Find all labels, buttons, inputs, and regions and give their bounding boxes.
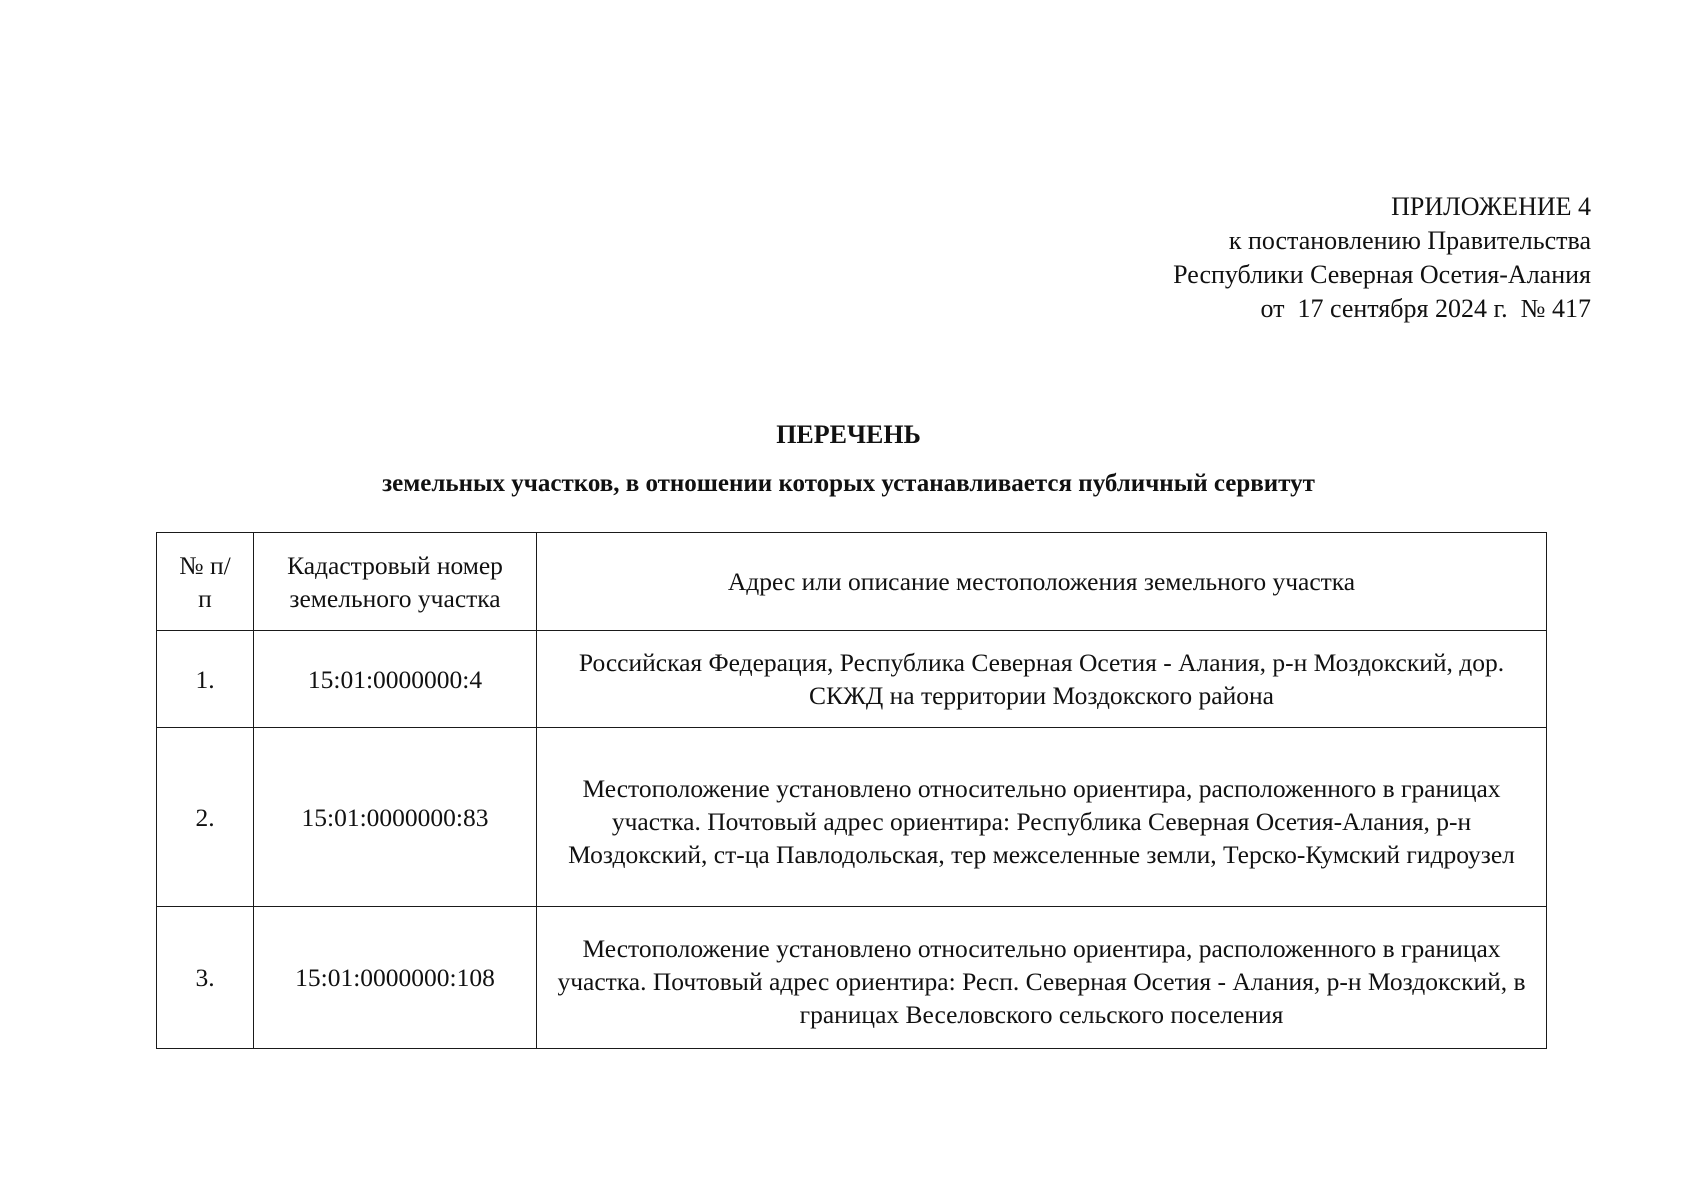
row-address: Местоположение установлено относительно ориентира, расположенного в границах участка. Почтовый адрес ориентира: Респ. Северная Осетия - Алания, р-н Моздокский, в границах Веселовского сельского поселения bbox=[537, 907, 1547, 1049]
appendix-label: ПРИЛОЖЕНИЕ 4 bbox=[1391, 192, 1591, 221]
row-number: 2. bbox=[157, 728, 254, 907]
table-row bbox=[157, 631, 1547, 728]
table-row bbox=[157, 907, 1547, 1049]
appendix-block bbox=[1173, 190, 1591, 326]
row-number: 3. bbox=[157, 907, 254, 1049]
appendix-date-number: от 17 сентября 2024 г. № 417 bbox=[1260, 294, 1591, 323]
row-number: 1. bbox=[157, 631, 254, 728]
row-address: Российская Федерация, Республика Северная Осетия - Алания, р-н Моздокский, дор. СКЖД на территории Моздокского района bbox=[537, 631, 1547, 728]
row-cadastral-number: 15:01:0000000:108 bbox=[254, 907, 537, 1049]
appendix-republic-line: Республики Северная Осетия-Алания bbox=[1173, 260, 1591, 289]
header-number: № п/п bbox=[157, 533, 254, 631]
appendix-resolution-line: к постановлению Правительства bbox=[1228, 226, 1591, 255]
row-cadastral-number: 15:01:0000000:4 bbox=[254, 631, 537, 728]
row-cadastral-number: 15:01:0000000:83 bbox=[254, 728, 537, 907]
header-address: Адрес или описание местоположения земельного участка bbox=[537, 533, 1547, 631]
table-row bbox=[157, 728, 1547, 907]
table-header-row bbox=[157, 533, 1547, 631]
document-subtitle: земельных участков, в отношении которых устанавливается публичный сервитут bbox=[382, 470, 1315, 497]
document-title: ПЕРЕЧЕНЬ bbox=[776, 420, 921, 449]
land-plots-table bbox=[156, 532, 1547, 1049]
header-cadastral-number: Кадастровый номер земельного участка bbox=[254, 533, 537, 631]
row-address: Местоположение установлено относительно ориентира, расположенного в границах участка. Почтовый адрес ориентира: Республика Северная Осетия-Алания, р-н Моздокский, ст-ца Павлодольская, тер межселенные земли, Терско-Кумский гидроузел bbox=[537, 728, 1547, 907]
